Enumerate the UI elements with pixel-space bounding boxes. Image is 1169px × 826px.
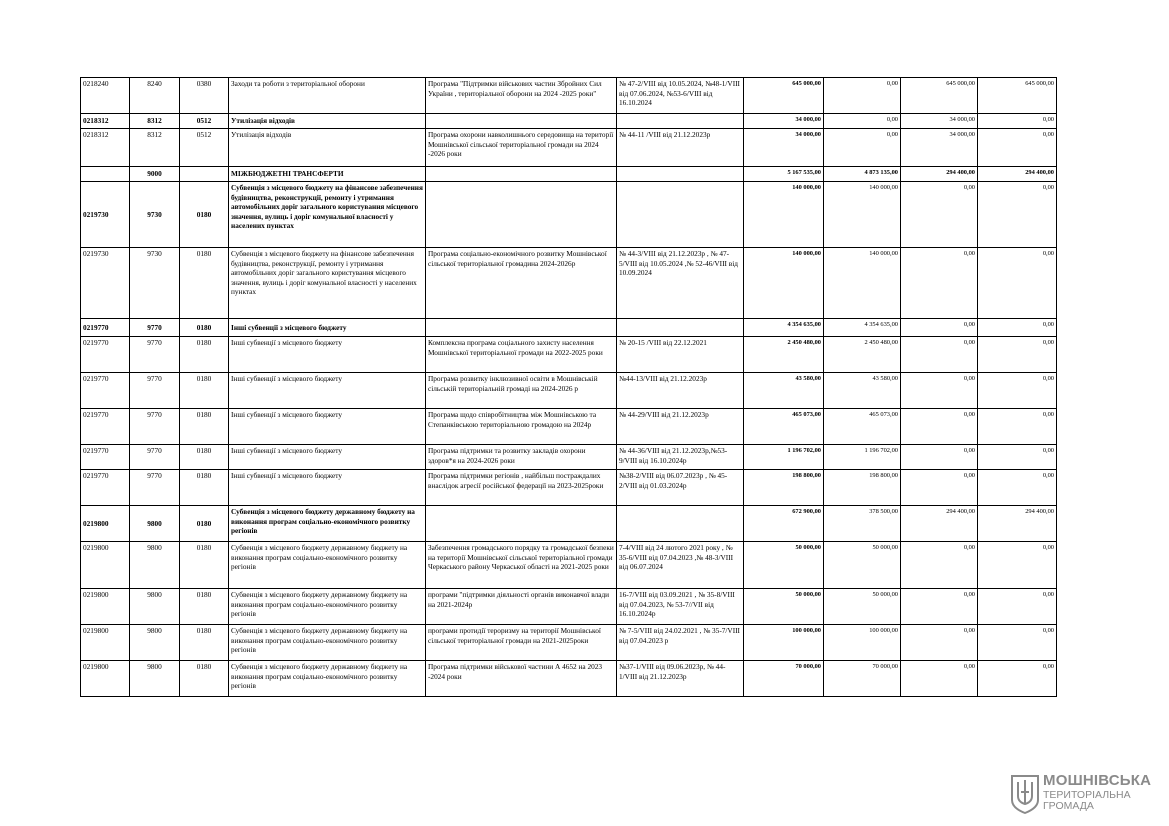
- kfkv-code: 0180: [180, 409, 229, 445]
- program-name: Програма розвитку інклюзивної освіти в Мошнівській сільській територіальній громаді на 2024-2026 р: [426, 373, 617, 409]
- development-budget: 294 400,00: [978, 167, 1057, 182]
- general-fund: 2 450 480,00: [824, 337, 901, 373]
- kfk-code: 9730: [130, 248, 180, 319]
- kpkv-code: 0219770: [81, 445, 130, 470]
- development-budget: 0,00: [978, 114, 1057, 129]
- kfk-code: 9800: [130, 625, 180, 661]
- budget-table: [80, 77, 1057, 697]
- total-amount: 34 000,00: [744, 114, 824, 129]
- development-budget: 0,00: [978, 182, 1057, 248]
- kfk-code: 9770: [130, 319, 180, 337]
- kfkv-code: 0180: [180, 337, 229, 373]
- general-fund: 70 000,00: [824, 661, 901, 697]
- program-name: [426, 167, 617, 182]
- program-name: Комплексна програма соціального захисту населення Мошнівської територіальної громади на 2022-2025 роки: [426, 337, 617, 373]
- general-fund: 465 073,00: [824, 409, 901, 445]
- expense-name: Утилізація відходів: [229, 129, 426, 167]
- kfk-code: 8240: [130, 78, 180, 114]
- decision-ref: [617, 182, 744, 248]
- special-fund: 0,00: [901, 319, 978, 337]
- total-amount: 140 000,00: [744, 182, 824, 248]
- kpkv-code: 0219770: [81, 373, 130, 409]
- decision-ref: № 47-2/VIII від 10.05.2024, №48-1/VIII від 07.06.2024, №53-6/VIII від 16.10.2024: [617, 78, 744, 114]
- general-fund: 0,00: [824, 114, 901, 129]
- logo-subtitle: ТЕРИТОРІАЛЬНА: [1043, 789, 1131, 801]
- expense-name: Інші субвенції з місцевого бюджету: [229, 445, 426, 470]
- general-fund: 140 000,00: [824, 248, 901, 319]
- table-row-section: [81, 182, 1057, 248]
- kpkv-code: 0219800: [81, 661, 130, 697]
- development-budget: 0,00: [978, 248, 1057, 319]
- expense-name: Інші субвенції з місцевого бюджету: [229, 409, 426, 445]
- table-row: [81, 542, 1057, 589]
- kpkv-code: 0218312: [81, 129, 130, 167]
- decision-ref: № 44-3/VIII від 21.12.2023р , № 47-5/VIII від 10.05.2024 ,№ 52-46/VIII від 10.09.2024: [617, 248, 744, 319]
- decision-ref: №44-13/VIII від 21.12.2023р: [617, 373, 744, 409]
- program-name: [426, 319, 617, 337]
- kpkv-code: 0219770: [81, 470, 130, 506]
- logo-subtitle-2: ГРОМАДА: [1043, 800, 1094, 812]
- kpkv-code: 0219800: [81, 542, 130, 589]
- kfkv-code: [180, 167, 229, 182]
- special-fund: 0,00: [901, 445, 978, 470]
- kpkv-code: 0219730: [81, 248, 130, 319]
- table-row-section: [81, 114, 1057, 129]
- program-name: [426, 506, 617, 542]
- total-amount: 4 354 635,00: [744, 319, 824, 337]
- decision-ref: № 7-5/VIII від 24.02.2021 , № 35-7/VIII від 07.04.2023 р: [617, 625, 744, 661]
- total-amount: 672 900,00: [744, 506, 824, 542]
- trident-icon: [1010, 774, 1040, 814]
- kfk-code: 9770: [130, 373, 180, 409]
- total-amount: 43 580,00: [744, 373, 824, 409]
- general-fund: 378 500,00: [824, 506, 901, 542]
- general-fund: 50 000,00: [824, 589, 901, 625]
- general-fund: 43 580,00: [824, 373, 901, 409]
- special-fund: 0,00: [901, 373, 978, 409]
- program-name: Програма "Підтримки військових частин Збройних Сил України , територіальної оборони на 2024 -2025 роки": [426, 78, 617, 114]
- total-amount: 50 000,00: [744, 589, 824, 625]
- total-amount: 100 000,00: [744, 625, 824, 661]
- special-fund: 34 000,00: [901, 129, 978, 167]
- total-amount: 5 167 535,00: [744, 167, 824, 182]
- development-budget: 0,00: [978, 661, 1057, 697]
- expense-name: Інші субвенції з місцевого бюджету: [229, 319, 426, 337]
- general-fund: 100 000,00: [824, 625, 901, 661]
- expense-name: Субвенція з місцевого бюджету на фінансове забезпечення будівництва, реконструкції, ремонту і утримання автомобільних доріг загального користування місцевого значення, вулиць і доріг комунальної власності у населених пунктах: [229, 248, 426, 319]
- general-fund: 0,00: [824, 78, 901, 114]
- table-row-section: [81, 319, 1057, 337]
- development-budget: 0,00: [978, 373, 1057, 409]
- development-budget: 0,00: [978, 542, 1057, 589]
- decision-ref: № 44-36/VIII від 21.12.2023р,№53-9/VIII від 16.10.2024р: [617, 445, 744, 470]
- total-amount: 34 000,00: [744, 129, 824, 167]
- kfk-code: 9770: [130, 445, 180, 470]
- decision-ref: [617, 506, 744, 542]
- decision-ref: № 44-11 /VIII від 21.12.2023р: [617, 129, 744, 167]
- kpkv-code: 0218240: [81, 78, 130, 114]
- expense-name: Субвенція з місцевого бюджету на фінансове забезпечення будівництва, реконструкції, ремонту і утримання автомобільних доріг загального користування місцевого значення, вулиць і доріг комунальної власності у населених пунктах: [229, 182, 426, 248]
- program-name: Програма підтримки регіонів , найбільш постраждалих внаслідок агресії російської федерації на 2023-2025роки: [426, 470, 617, 506]
- expense-name: Субвенція з місцевого бюджету державному бюджету на виконання програм соціально-економічного розвитку регіонів: [229, 542, 426, 589]
- kpkv-code: 0219770: [81, 319, 130, 337]
- kfk-code: 9800: [130, 589, 180, 625]
- expense-name: Утилізація відходів: [229, 114, 426, 129]
- expense-name: Інші субвенції з місцевого бюджету: [229, 337, 426, 373]
- program-name: програми "підтримки діяльності органів виконавчої влади на 2021-2024р: [426, 589, 617, 625]
- special-fund: 645 000,00: [901, 78, 978, 114]
- decision-ref: 16-7/VIII від 03.09.2021 , № 35-8/VIII від 07.04.2023, № 53-7//VII від 16.10.2024р: [617, 589, 744, 625]
- total-amount: 645 000,00: [744, 78, 824, 114]
- general-fund: 4 354 635,00: [824, 319, 901, 337]
- program-name: програми протидії тероризму на території Мошнівської сільської територіальної громади на 2021-2025роки: [426, 625, 617, 661]
- kfk-code: 9770: [130, 337, 180, 373]
- special-fund: 0,00: [901, 661, 978, 697]
- development-budget: 0,00: [978, 129, 1057, 167]
- program-name: Програма охорони навколишнього середовища на території Мошнівської сільської територіальної громади на 2024 -2026 роки: [426, 129, 617, 167]
- total-amount: 1 196 702,00: [744, 445, 824, 470]
- table-row: [81, 589, 1057, 625]
- general-fund: 1 196 702,00: [824, 445, 901, 470]
- program-name: Забезпечення громадського порядку та громадської безпеки на території Мошнівської сільської територіальної громади Черкаського району Черкаської області на 2021-2025 роки: [426, 542, 617, 589]
- decision-ref: № 44-29/VIII від 21.12.2023р: [617, 409, 744, 445]
- expense-name: Субвенція з місцевого бюджету державному бюджету на виконання програм соціально-економічного розвитку регіонів: [229, 589, 426, 625]
- table-row: [81, 445, 1057, 470]
- logo-title: МОШНІВСЬКА: [1043, 772, 1152, 789]
- table-row: [81, 661, 1057, 697]
- kfk-code: 8312: [130, 129, 180, 167]
- total-amount: 465 073,00: [744, 409, 824, 445]
- table-row: [81, 470, 1057, 506]
- decision-ref: № 20-15 /VIII від 22.12.2021: [617, 337, 744, 373]
- special-fund: 0,00: [901, 248, 978, 319]
- decision-ref: [617, 167, 744, 182]
- community-logo: [1010, 772, 1150, 814]
- special-fund: 0,00: [901, 625, 978, 661]
- table-row: [81, 409, 1057, 445]
- kfk-code: 9800: [130, 542, 180, 589]
- special-fund: 294 400,00: [901, 506, 978, 542]
- table-row: [81, 78, 1057, 114]
- development-budget: 0,00: [978, 470, 1057, 506]
- kfkv-code: 0180: [180, 445, 229, 470]
- decision-ref: №38-2/VIII від 06.07.2023р , № 45-2/VIII від 01.03.2024р: [617, 470, 744, 506]
- program-name: [426, 182, 617, 248]
- development-budget: 0,00: [978, 319, 1057, 337]
- kfkv-code: 0180: [180, 661, 229, 697]
- general-fund: 50 000,00: [824, 542, 901, 589]
- kpkv-code: 0219800: [81, 625, 130, 661]
- special-fund: 0,00: [901, 589, 978, 625]
- development-budget: 645 000,00: [978, 78, 1057, 114]
- program-name: Програма підтримки військової частини А 4652 на 2023 -2024 роки: [426, 661, 617, 697]
- kpkv-code: 0219770: [81, 337, 130, 373]
- expense-name: Інші субвенції з місцевого бюджету: [229, 470, 426, 506]
- expense-name: МІЖБЮДЖЕТНІ ТРАНСФЕРТИ: [229, 167, 426, 182]
- special-fund: 0,00: [901, 470, 978, 506]
- development-budget: 0,00: [978, 625, 1057, 661]
- total-amount: 2 450 480,00: [744, 337, 824, 373]
- kpkv-code: 0219730: [81, 182, 130, 248]
- special-fund: 294 400,00: [901, 167, 978, 182]
- table-row: [81, 129, 1057, 167]
- kfkv-code: 0180: [180, 319, 229, 337]
- kfk-code: 9800: [130, 661, 180, 697]
- decision-ref: [617, 114, 744, 129]
- kfkv-code: 0180: [180, 589, 229, 625]
- kfkv-code: 0180: [180, 542, 229, 589]
- program-name: Програма щодо співробітництва між Мошнівською та Степанківською територіальною громадою на 2024р: [426, 409, 617, 445]
- table-row: [81, 373, 1057, 409]
- kfkv-code: 0512: [180, 129, 229, 167]
- expense-name: Субвенція з місцевого бюджету державному бюджету на виконання програм соціально-економічного розвитку регіонів: [229, 625, 426, 661]
- program-name: [426, 114, 617, 129]
- special-fund: 0,00: [901, 337, 978, 373]
- special-fund: 0,00: [901, 542, 978, 589]
- expense-name: Заходи та роботи з територіальної оборони: [229, 78, 426, 114]
- expense-name: Субвенція з місцевого бюджету державному бюджету на виконання програм соціально-економічного розвитку регіонів: [229, 661, 426, 697]
- decision-ref: [617, 319, 744, 337]
- kfkv-code: 0180: [180, 506, 229, 542]
- kpkv-code: 0219800: [81, 589, 130, 625]
- table-row-section: [81, 506, 1057, 542]
- special-fund: 0,00: [901, 409, 978, 445]
- kfkv-code: 0180: [180, 248, 229, 319]
- table-row: [81, 625, 1057, 661]
- general-fund: 140 000,00: [824, 182, 901, 248]
- expense-name: Інші субвенції з місцевого бюджету: [229, 373, 426, 409]
- kfk-code: 9770: [130, 409, 180, 445]
- kpkv-code: 0218312: [81, 114, 130, 129]
- kfkv-code: 0380: [180, 78, 229, 114]
- program-name: Програма соціально-економічного розвитку Мошнівської сільської територіальної громадина 2024-2026р: [426, 248, 617, 319]
- kpkv-code: 0219770: [81, 409, 130, 445]
- decision-ref: 7-4/VIII від 24 лютого 2021 року , № 35-6/VIII від 07.04.2023 ,№ 48-3/VIII від 06.07.2024: [617, 542, 744, 589]
- development-budget: 294 400,00: [978, 506, 1057, 542]
- total-amount: 140 000,00: [744, 248, 824, 319]
- kpkv-code: 0219800: [81, 506, 130, 542]
- program-name: Програма підтримки та розвитку закладів охорони здоров*я на 2024-2026 роки: [426, 445, 617, 470]
- development-budget: 0,00: [978, 409, 1057, 445]
- special-fund: 0,00: [901, 182, 978, 248]
- kfk-code: 8312: [130, 114, 180, 129]
- kfkv-code: 0512: [180, 114, 229, 129]
- table-row: [81, 337, 1057, 373]
- kfkv-code: 0180: [180, 373, 229, 409]
- kfkv-code: 0180: [180, 470, 229, 506]
- development-budget: 0,00: [978, 445, 1057, 470]
- development-budget: 0,00: [978, 589, 1057, 625]
- general-fund: 198 800,00: [824, 470, 901, 506]
- decision-ref: №37-1/VIII від 09.06.2023р, № 44-1/VIII від 21.12.2023р: [617, 661, 744, 697]
- total-amount: 70 000,00: [744, 661, 824, 697]
- special-fund: 34 000,00: [901, 114, 978, 129]
- development-budget: 0,00: [978, 337, 1057, 373]
- general-fund: 0,00: [824, 129, 901, 167]
- total-amount: 198 800,00: [744, 470, 824, 506]
- kfkv-code: 0180: [180, 625, 229, 661]
- general-fund: 4 873 135,00: [824, 167, 901, 182]
- table-row: [81, 248, 1057, 319]
- kpkv-code: [81, 167, 130, 182]
- expense-name: Субвенція з місцевого бюджету державному бюджету на виконання програм соціально-економічного розвитку регіонів: [229, 506, 426, 542]
- kfk-code: 9770: [130, 470, 180, 506]
- kfk-code: 9800: [130, 506, 180, 542]
- total-amount: 50 000,00: [744, 542, 824, 589]
- table-row-section: [81, 167, 1057, 182]
- kfkv-code: 0180: [180, 182, 229, 248]
- kfk-code: 9730: [130, 182, 180, 248]
- kfk-code: 9000: [130, 167, 180, 182]
